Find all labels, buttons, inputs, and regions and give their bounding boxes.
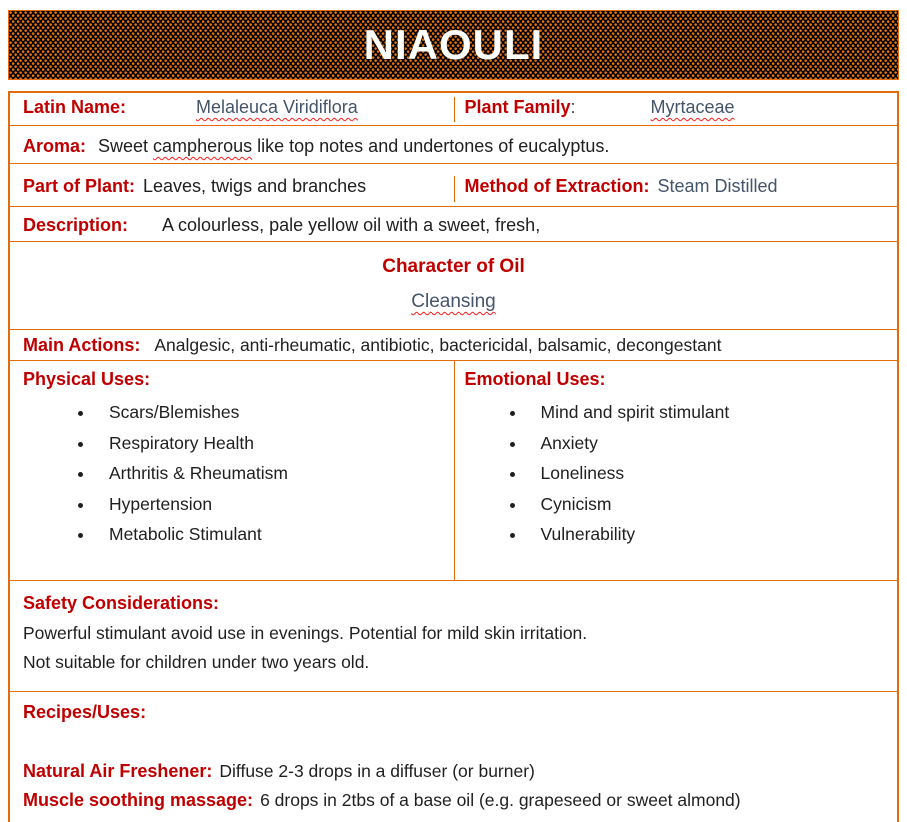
- physical-uses-cell: [10, 361, 454, 580]
- character-heading: Character of Oil: [382, 256, 525, 277]
- aroma-label: Aroma:: [23, 136, 87, 156]
- physical-uses-list: [23, 397, 446, 550]
- latin-name-cell: [10, 97, 454, 122]
- row-character-of-oil: [10, 241, 897, 329]
- description-label: Description:: [23, 215, 129, 235]
- safety-line: Not suitable for children under two years old.: [23, 652, 370, 672]
- row-aroma: [10, 125, 897, 163]
- recipe-entry: [23, 757, 884, 787]
- recipe-name: Natural Air Freshener:: [23, 760, 213, 781]
- list-item: • Arthritis & Rheumatism: [95, 458, 446, 489]
- list-item: • Vulnerability: [527, 519, 890, 550]
- list-item: • Cynicism: [527, 489, 890, 520]
- description-value: A colourless, pale yellow oil with a sweet, fresh,: [162, 215, 541, 235]
- extraction-label: Method of Extraction:: [464, 176, 650, 196]
- list-item: • Metabolic Stimulant: [95, 519, 446, 550]
- plant-family-value: Myrtaceae: [650, 97, 735, 117]
- plant-family-colon: :: [570, 97, 576, 117]
- list-item: • Mind and spirit stimulant: [527, 397, 890, 428]
- recipes-blank-line: [23, 728, 884, 757]
- plant-family-label-block: [465, 97, 651, 118]
- aroma-misspelled-word: campherous: [153, 136, 253, 156]
- oil-info-table: [8, 91, 899, 822]
- row-recipes: [10, 691, 897, 822]
- row-description: [10, 206, 897, 241]
- page-title: NIAOULI: [363, 21, 544, 68]
- row-latin-family: [10, 93, 897, 125]
- plant-family-label: Plant Family: [464, 97, 571, 117]
- recipes-label: Recipes/Uses:: [23, 702, 147, 722]
- extraction-value: Steam Distilled: [657, 176, 778, 196]
- part-of-plant-cell: [10, 176, 454, 202]
- emotional-uses-label: Emotional Uses:: [464, 369, 606, 389]
- recipe-text: 6 drops in 2tbs of a base oil (e.g. grapeseed or sweet almond): [260, 790, 741, 810]
- part-of-plant-label: Part of Plant:: [23, 176, 136, 196]
- description-cell: [10, 215, 897, 236]
- list-item: • Scars/Blemishes: [95, 397, 446, 428]
- latin-name-value: Melaleuca Viridiflora: [196, 97, 358, 117]
- main-actions-value: Analgesic, anti-rheumatic, antibiotic, bactericidal, balsamic, decongestant: [154, 335, 722, 355]
- part-of-plant-value: Leaves, twigs and branches: [143, 176, 367, 196]
- list-item: • Loneliness: [527, 458, 890, 489]
- list-item: • Respiratory Health: [95, 428, 446, 459]
- latin-name-label: Latin Name:: [23, 97, 127, 117]
- physical-uses-label: Physical Uses:: [23, 369, 151, 389]
- emotional-uses-cell: [454, 361, 898, 580]
- safety-line: Powerful stimulant avoid use in evenings. Potential for mild skin irritation.: [23, 622, 588, 643]
- emotional-uses-list: [465, 397, 890, 550]
- main-actions-cell: [10, 335, 897, 356]
- recipe-text: Diffuse 2-3 drops in a diffuser (or burner): [219, 760, 535, 781]
- row-main-actions: [10, 329, 897, 360]
- list-item: • Hypertension: [95, 489, 446, 520]
- row-part-extraction: [10, 163, 897, 206]
- aroma-cell: [10, 136, 897, 157]
- character-word: Cleansing: [411, 291, 496, 312]
- title-banner: [8, 10, 899, 80]
- main-actions-label: Main Actions:: [23, 335, 141, 355]
- aroma-post: like top notes and undertones of eucalyptus.: [252, 136, 610, 156]
- character-value: [10, 291, 897, 313]
- row-uses: [10, 360, 897, 580]
- plant-family-cell: [454, 97, 898, 122]
- safety-label: Safety Considerations:: [23, 593, 220, 613]
- aroma-value: [98, 136, 609, 156]
- extraction-cell: [454, 176, 898, 202]
- row-safety: [10, 580, 897, 691]
- recipe-entry: [23, 786, 884, 816]
- recipe-name: Muscle soothing massage:: [23, 790, 254, 810]
- aroma-pre: Sweet: [98, 136, 154, 156]
- list-item: • Anxiety: [527, 428, 890, 459]
